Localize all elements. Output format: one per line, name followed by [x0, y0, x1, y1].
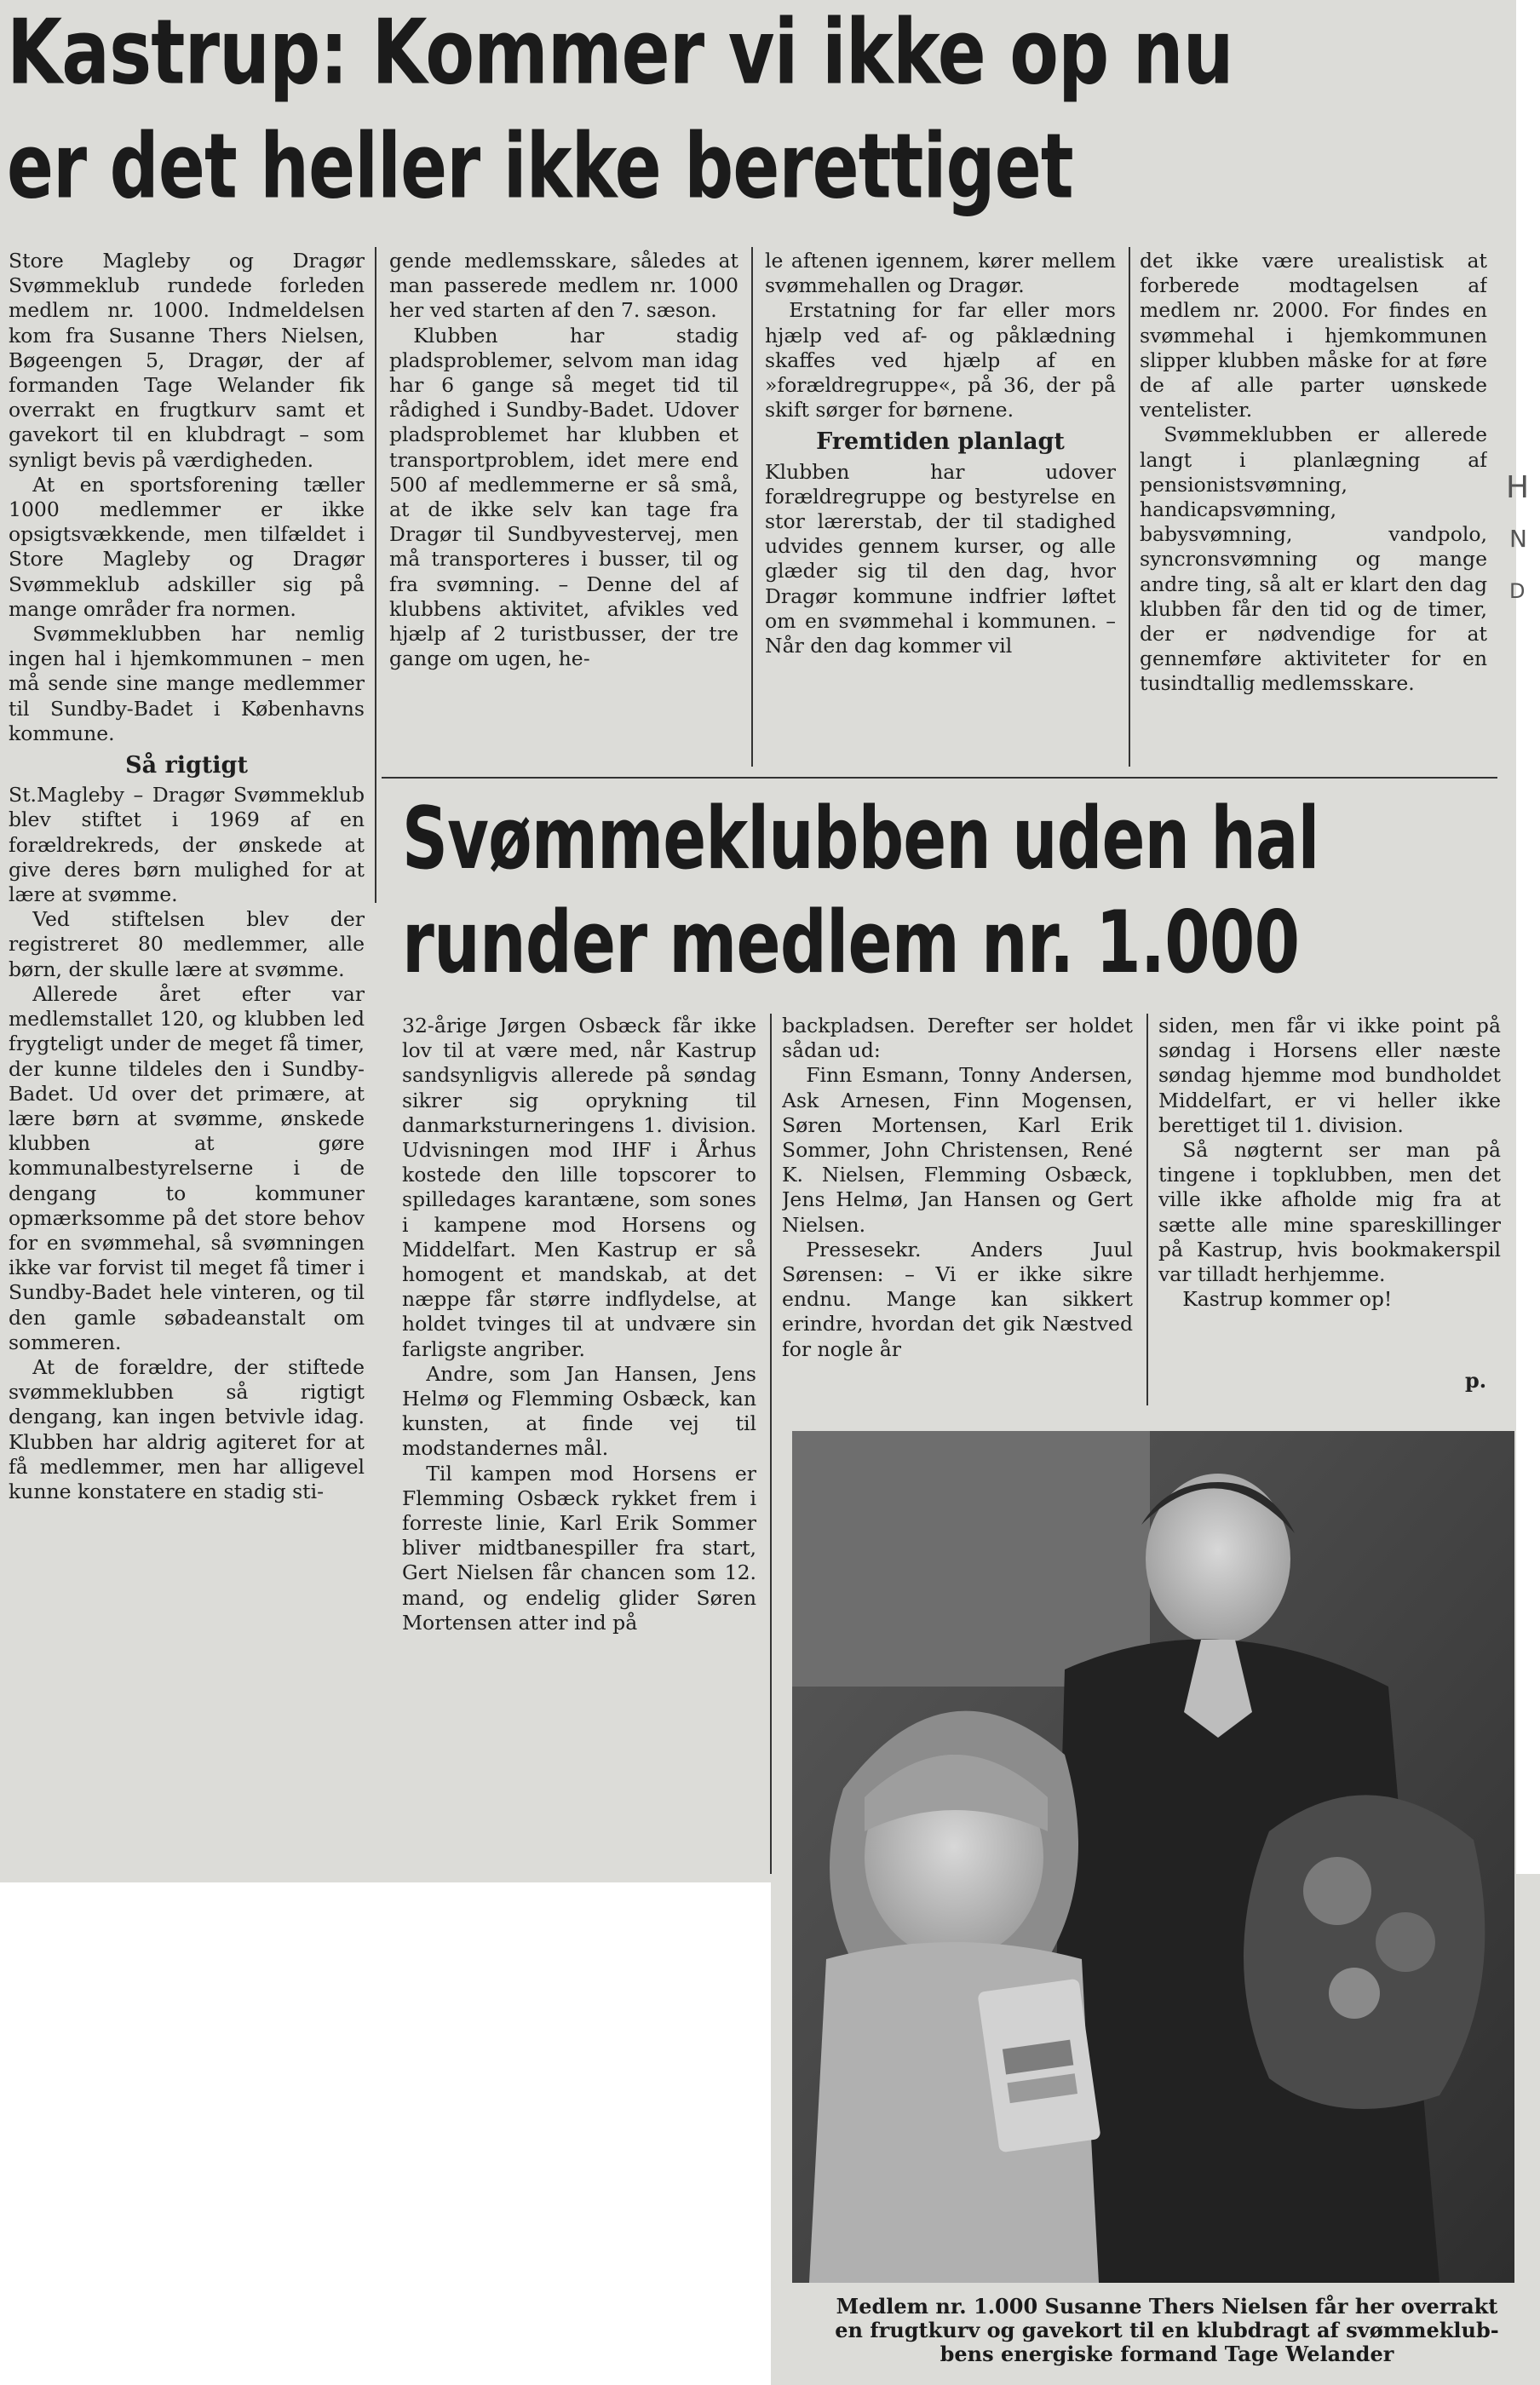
paragraph: le aftenen igennem, kører mellem svømmehallen og Dragør. [765, 249, 1116, 298]
photo-caption-line1: Medlem nr. 1.000 Susanne Thers Nielsen får her overrakt [836, 2294, 1498, 2319]
paragraph: Andre, som Jan Hansen, Jens Helmø og Flemming Osbæck, kan kunsten, at finde vej til modstandernes mål. [402, 1361, 756, 1461]
paragraph: Ved stiftelsen blev der registreret 80 medlemmer, alle børn, der skulle lære at svømme. [9, 907, 365, 981]
paragraph: gende medlemsskare, således at man passerede medlem nr. 1000 her ved starten af den 7. sæson. [389, 249, 738, 323]
paragraph: Pressesekr. Anders Juul Sørensen: – Vi er ikke sikre endnu. Mange kan sikkert erindre, hvordan det gik Næstved for nogle år [782, 1237, 1133, 1361]
paragraph: Svømmeklubben er allerede langt i planlægning af pensionistsvømning, handicapsvømning, babysvømning, vandpolo, syncronsvømning og mange andre ting, så alt er klart den dag klubben får den tid og de timer, der er nødvendige for at gennemføre aktiviteter for en tusindtallig medlemsskare. [1140, 422, 1487, 696]
margin-note-letter: N [1509, 525, 1527, 553]
column-divider [751, 247, 753, 767]
paragraph: At en sportsforening tæller 1000 medlemmer er ikke opsigtsvækkende, men tilfældet i Store Magleby og Dragør Svømmeklub adskiller sig på mange områder fra normen. [9, 472, 365, 621]
photo-illustration [792, 1431, 1514, 2283]
paragraph: At de forældre, der stiftede svømmeklubben så rigtigt dengang, kan ingen betvivle idag. Klubben har aldrig agiteret for at få medlemmer, men har alligevel kunne konstatere en stadig sti- [9, 1354, 365, 1503]
section-divider [382, 777, 1497, 779]
column-divider [375, 247, 376, 903]
column-divider [1129, 247, 1130, 767]
paragraph: backpladsen. Derefter ser holdet sådan ud: [782, 1014, 1133, 1063]
column-divider [770, 1014, 772, 1874]
paragraph: 32-årige Jørgen Osbæck får ikke lov til at være med, når Kastrup sandsynligvis allerede på søndag sikrer sig oprykning til danmarksturneringens 1. division. Udvisningen mod IHF i Århus kostede den lille topscorer to spilledages karantæne, som sones i kampene mod Horsens og Middelfart. Men Kastrup er så homogent et mandskab, at det næppe får større indflydelse, at holdet tvinges til at undvære sin farligste angriber. [402, 1014, 756, 1361]
svoemmeklub-column-2 [389, 249, 738, 768]
subheading-fremtiden-planlagt: Fremtiden planlagt [816, 428, 1065, 456]
paragraph: Kastrup kommer op! [1182, 1287, 1393, 1312]
subheading-saa-rigtigt: Så rigtigt [125, 752, 248, 779]
paragraph: Finn Esmann, Tonny Andersen, Ask Arnesen, Finn Mogensen, Søren Mortensen, Karl Erik Sommer, John Christensen, René K. Nielsen, Flemming Osbæck, Jens Helmø, Jan Hansen og Gert Nielsen. [782, 1063, 1133, 1237]
paragraph: Til kampen mod Horsens er Flemming Osbæck rykket frem i forreste linie, Karl Erik Sommer bliver midtbanespiller fra start, Gert Nielsen får chancen som 12. mand, og endelig glider Søren Mortensen atter ind på [402, 1461, 756, 1635]
paragraph: Allerede året efter var medlemstallet 120, og klubben led frygteligt under de meget få timer, der kunne tildeles den i Sundby-Badet. Ud over det primære, at lære børn at svømme, ønskede klubben at gøre kommunalbestyrelserne i de dengang to kommuner opmærksomme på det store behov for en svømmehal, så svømningen ikke var forvist til meget få timer i Sundby-Badet hele vinteren, og til den gamle søbadeanstalt om sommeren. [9, 981, 365, 1354]
headline-kastrup-line1: Kastrup: Kommer vi ikke op nu [7, 0, 1233, 105]
paragraph: Så nøgternt ser man på tingene i topklubben, men det ville ikke afholde mig fra at sætte alle mine spareskillinger på Kastrup, hvis bookmakerspil var tilladt herhjemme. [1158, 1138, 1501, 1287]
headline-kastrup-line2: er det heller ikke berettiget [7, 113, 1073, 219]
svoemmeklub-column-4 [1140, 249, 1487, 768]
paragraph: Svømmeklubben har nemlig ingen hal i hjemkommunen – men må sende sine mange medlemmer til Sundby-Badet i Københavns kommune. [9, 622, 365, 745]
paragraph: siden, men får vi ikke point på søndag i Horsens eller næste søndag hjemme mod bundholdet Middelfart, er vi heller ikke berettiget til 1. division. [1158, 1014, 1501, 1137]
svoemmeklub-column-3 [765, 249, 1116, 768]
paragraph: det ikke være urealistisk at forberede modtagelsen af medlem nr. 2000. For findes en svømmehal i hjemkommunen slipper klubben måske for at føre de af alle parter uønskede ventelister. [1140, 249, 1487, 422]
margin-note-letter: D [1509, 579, 1526, 603]
kastrup-column-3 [1158, 1014, 1501, 1380]
kastrup-column-2 [782, 1014, 1133, 1405]
paragraph: Klubben har udover forældregruppe og bestyrelse en stor lærerstab, der til stadighed udvides gennem kurser, og alle glæder sig til den dag, hvor Dragør kommune indfrier løftet om en svømmehal i kommunen. – Når den dag kommer vil [765, 459, 1116, 658]
margin-note-letter: H [1506, 470, 1530, 505]
headline-svoemmeklub-line2: runder medlem nr. 1.000 [402, 892, 1300, 993]
photo-girl-and-chairman [792, 1431, 1514, 2283]
svoemmeklub-column-1 [9, 249, 365, 1850]
photo-caption-line2: en frugtkurv og gavekort til en klubdragt af svømmeklub- [835, 2318, 1499, 2342]
headline-svoemmeklub-line1: Svømmeklubben uden hal [402, 788, 1319, 889]
paragraph: St.Magleby – Dragør Svømmeklub blev stiftet i 1969 af en forældrekreds, der ønskede at give deres børn mulighed for at lære at svømme. [9, 783, 365, 907]
article-signature: p. [1465, 1368, 1487, 1393]
column-divider [1146, 1014, 1148, 1405]
paragraph: Klubben har stadig pladsproblemer, selvom man idag har 6 gange så meget tid til rådighed i Sundby-Badet. Udover pladsproblemet har klubben et transportproblem, idet mere end 500 af medlemmerne er så små, at de ikke selv kan tage fra Dragør til Sundbyvestervej, men må transporteres i busser, til og fra svømning. – Denne del af klubbens aktivitet, afvikles ved hjælp af 2 turistbusser, der tre gange om ugen, he- [389, 323, 738, 671]
paragraph: Store Magleby og Dragør Svømmeklub rundede forleden medlem nr. 1000. Indmeldelsen kom fra Susanne Thers Nielsen, Bøgeengen 5, Dragør, der af formanden Tage Welander fik overrakt en frugtkurv samt et gavekort til en klubdragt – som synligt bevis på værdigheden. [9, 249, 365, 472]
paragraph: Erstatning for far eller mors hjælp ved af- og påklædning skaffes ved hjælp af en »forældregruppe«, på 36, der på skift sørger for børnene. [765, 298, 1116, 422]
kastrup-column-1 [402, 1014, 756, 1865]
photo-caption-line3: bens energiske formand Tage Welander [940, 2342, 1394, 2366]
